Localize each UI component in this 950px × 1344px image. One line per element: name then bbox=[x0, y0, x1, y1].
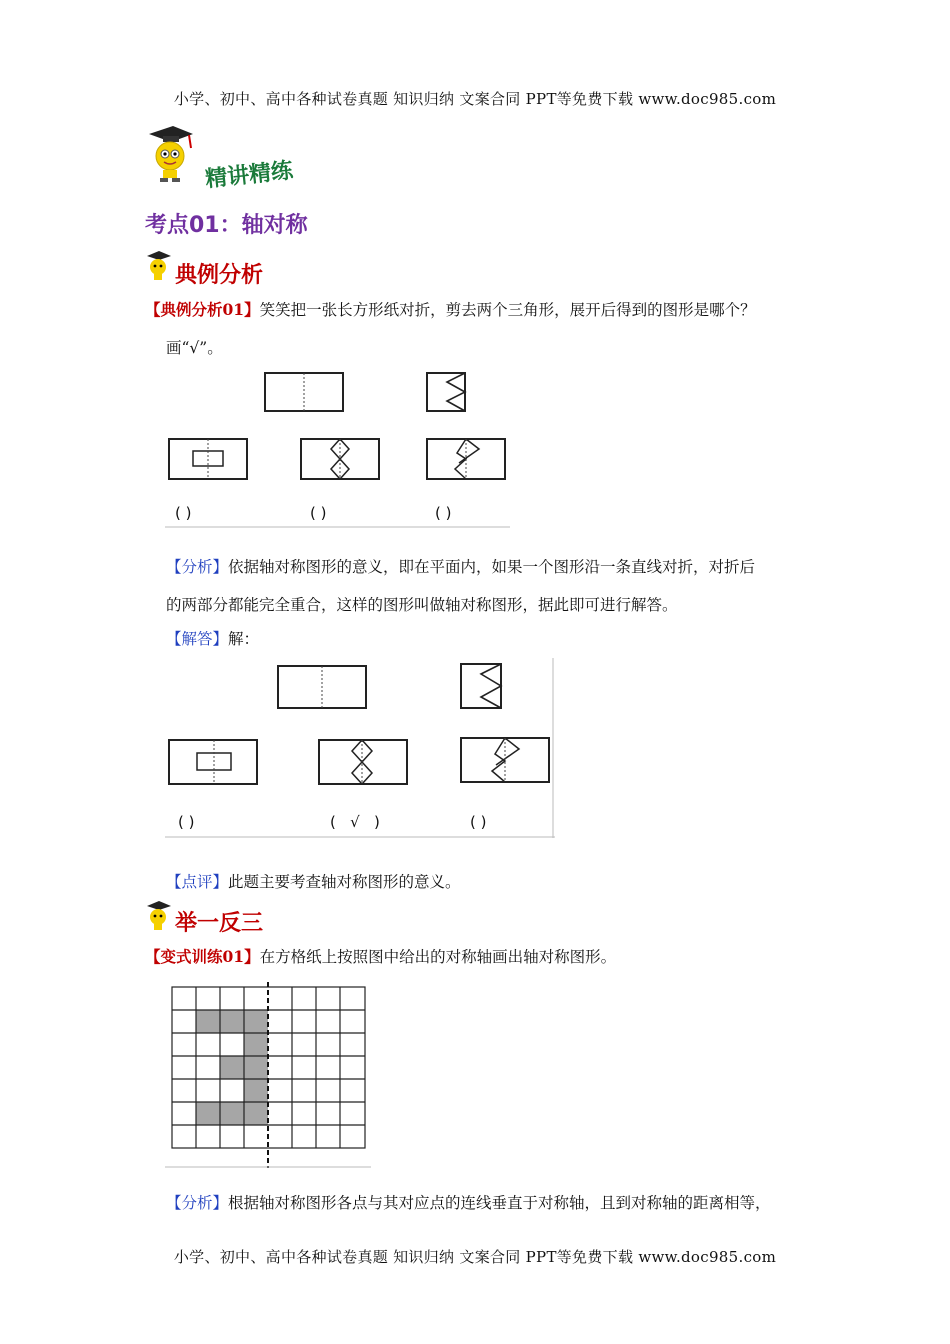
paren-c: ( ) bbox=[435, 504, 452, 522]
analysis-text-2: 的两部分都能完全重合，这样的图形叫做轴对称图形，据此即可进行解答。 bbox=[166, 596, 678, 614]
analysis-text-1: 依据轴对称图形的意义，即在平面内，如果一个图形沿一条直线对折，对折后 bbox=[228, 558, 756, 576]
analysis-2 bbox=[166, 1192, 846, 1214]
mascot-small-icon bbox=[145, 250, 173, 282]
section-title: 考点01：轴对称 bbox=[145, 213, 308, 238]
analysis-2-label: 【分析】 bbox=[166, 1194, 229, 1212]
example-banner: 典例分析 bbox=[175, 263, 264, 288]
solution-label: 【解答】 bbox=[166, 630, 229, 648]
solution-paren-b: ( √ ) bbox=[330, 813, 380, 831]
comment bbox=[166, 871, 461, 893]
example-question bbox=[145, 299, 825, 321]
practice-banner: 举一反三 bbox=[175, 911, 264, 936]
page-footer: 小学、初中、高中各种试卷真题 知识归纳 文案合同 PPT等免费下载 www.doc985.com bbox=[173, 1248, 777, 1266]
question-figure bbox=[165, 365, 510, 534]
practice-label: 【变式训练01】 bbox=[145, 947, 260, 966]
mascot-small-icon-2 bbox=[145, 900, 173, 932]
solution-text: 解： bbox=[228, 630, 260, 648]
page-header: 小学、初中、高中各种试卷真题 知识归纳 文案合同 PPT等免费下载 www.doc985.com bbox=[173, 90, 777, 108]
banner-text: 精讲精练 bbox=[204, 158, 295, 193]
comment-label: 【点评】 bbox=[166, 873, 229, 891]
comment-text: 此题主要考查轴对称图形的意义。 bbox=[228, 873, 461, 891]
mascot-graduate-icon bbox=[143, 122, 203, 186]
example-instruction: 画“√”。 bbox=[166, 339, 223, 357]
solution bbox=[166, 628, 259, 650]
symmetry-grid bbox=[165, 980, 371, 1174]
analysis-label: 【分析】 bbox=[166, 558, 229, 576]
practice-question bbox=[145, 946, 825, 968]
practice-text: 在方格纸上按照图中给出的对称轴画出轴对称图形。 bbox=[259, 948, 617, 966]
example-question-text: 笑笑把一张长方形纸对折，剪去两个三角形，展开后得到的图形是哪个？ bbox=[259, 301, 756, 319]
solution-paren-c: ( ) bbox=[470, 813, 487, 831]
solution-paren-a: ( ) bbox=[178, 813, 195, 831]
answer-check-mark: √ bbox=[350, 813, 360, 831]
paren-a: ( ) bbox=[175, 504, 192, 522]
analysis-2-text: 根据轴对称图形各点与其对应点的连线垂直于对称轴，且到对称轴的距离相等， bbox=[228, 1194, 771, 1212]
paren-b: ( ) bbox=[310, 504, 327, 522]
example-label: 【典例分析01】 bbox=[145, 300, 260, 319]
analysis-1 bbox=[166, 556, 826, 578]
